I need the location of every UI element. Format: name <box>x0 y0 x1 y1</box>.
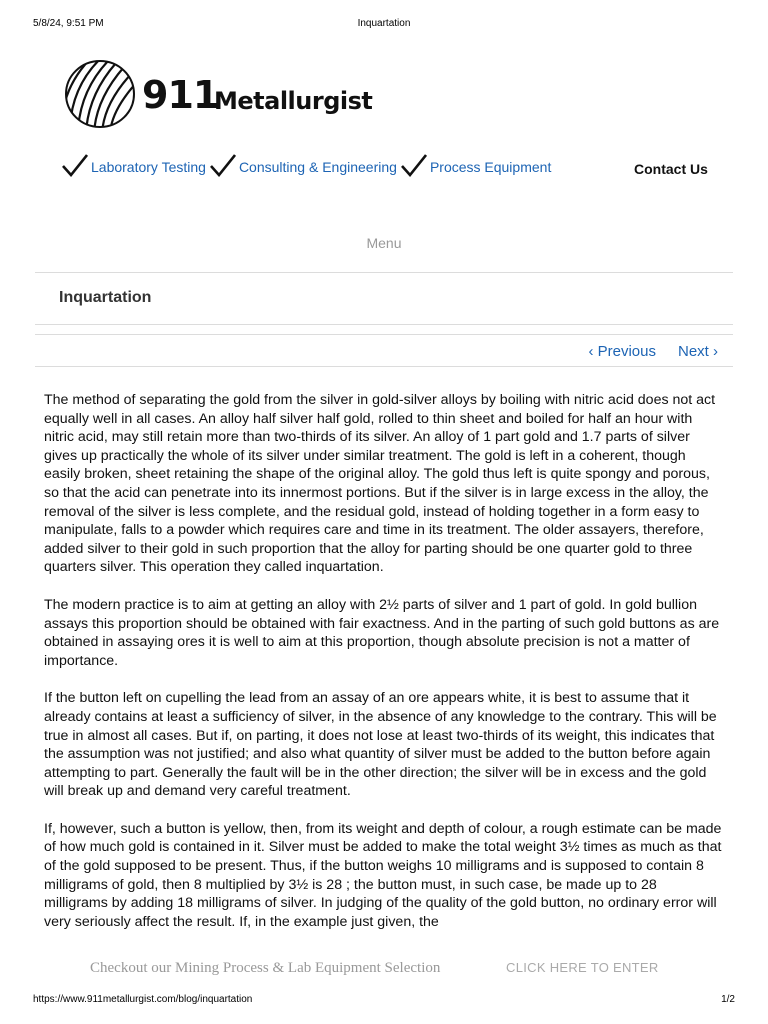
contact-us-link[interactable]: Contact Us <box>634 161 708 177</box>
menu-toggle[interactable]: Menu <box>366 235 402 251</box>
logo-word: Metallurgist <box>214 87 373 115</box>
promo-text: Checkout our Mining Process & Lab Equipment Selection <box>90 960 441 976</box>
print-url: https://www.911metallurgist.com/blog/inquartation <box>33 994 253 1005</box>
service-label: Consulting & Engineering <box>238 159 397 175</box>
article-body <box>44 391 724 948</box>
print-page-number: 1/2 <box>721 994 735 1005</box>
post-pager <box>588 343 718 360</box>
divider <box>35 366 733 367</box>
checkmark-icon <box>210 153 236 177</box>
service-label: Process Equipment <box>429 159 552 175</box>
checkmark-icon <box>62 153 88 177</box>
site-logo[interactable] <box>62 57 382 129</box>
promo-enter-link[interactable]: CLICK HERE TO ENTER <box>506 960 659 975</box>
print-date: 5/8/24, 9:51 PM <box>33 18 104 29</box>
print-header <box>33 18 735 32</box>
print-title: Inquartation <box>357 18 411 29</box>
divider <box>35 334 733 335</box>
service-consulting-engineering[interactable] <box>210 153 397 177</box>
divider <box>35 324 733 325</box>
logo-number: 911 <box>142 73 219 117</box>
divider <box>35 272 733 273</box>
striped-globe-icon <box>62 57 140 129</box>
page-title: Inquartation <box>59 289 152 306</box>
next-link[interactable]: Next › <box>677 343 718 360</box>
services-nav <box>62 147 555 177</box>
article-paragraph: The method of separating the gold from the silver in gold-silver alloys by boiling with nitric acid does not act equally well in all cases. An alloy half silver half gold, rolled to thin sheet and boiled for half an hour with nitric acid, may still retain more than two-thirds of its silver. An alloy of 1 part gold and 1.7 parts of silver gives up practically the whole of its silver under similar treatment. The gold is left in a coherent, though easily broken, sheet retaining the shape of the original alloy. The gold thus left is quite spongy and porous, so that the acid can penetrate into its innermost portions. But if the silver is in large excess in the alloy, the removal of the silver is less complete, and the residual gold, instead of holding together in a form easy to manipulate, falls to a powder which requires care and time in its treatment. The older assayers, therefore, added silver to their gold in such proportion that the alloy for parting should be one quarter gold to three quarters silver. This operation they called inquartation. <box>44 392 716 576</box>
service-laboratory-testing[interactable] <box>62 153 206 177</box>
promo-banner <box>0 958 768 980</box>
article-paragraph: The modern practice is to aim at getting an alloy with 2½ parts of silver and 1 part of gold. In gold bullion assays this proportion should be obtained with fair exactness. And in the parting of such gold buttons as are obtained in assaying ores it is well to aim at this proportion, though absolute precision is not a matter of importance. <box>44 596 720 669</box>
service-label: Laboratory Testing <box>91 159 206 175</box>
previous-link[interactable]: ‹ Previous <box>588 343 656 360</box>
article-paragraph: If the button left on cupelling the lead from an assay of an ore appears white, it is best to assume that it already contains at least a sufficiency of silver, in the absence of any knowledge to the contrary. This will be true in almost all cases. But if, on parting, it does not lose at least two-thirds of its weight, this indicates that the assumption was not justified; and also what quantity of silver must be added to the button before again attempting to part. Generally the fault will be in the other direction; the silver will be in excess and the gold will break up and demand very careful treatment. <box>44 690 717 800</box>
article-paragraph: If, however, such a button is yellow, then, from its weight and depth of colour, a rough estimate can be made of how much gold is contained in it. Silver must be added to make the total weight 3½ times as much as that of the gold supposed to be present. Thus, if the button weighs 10 milligrams and is supposed to contain 8 milligrams of gold, then 8 multiplied by 3½ is 28 ; the button must, in such case, be made up to 28 milligrams by adding 18 milligrams of silver. In judging of the quality of the gold button, no ordinary error will very seriously affect the result. If, in the example just given, the <box>44 820 722 930</box>
checkmark-icon <box>401 153 427 177</box>
service-process-equipment[interactable] <box>401 153 551 177</box>
print-footer <box>33 994 735 1008</box>
